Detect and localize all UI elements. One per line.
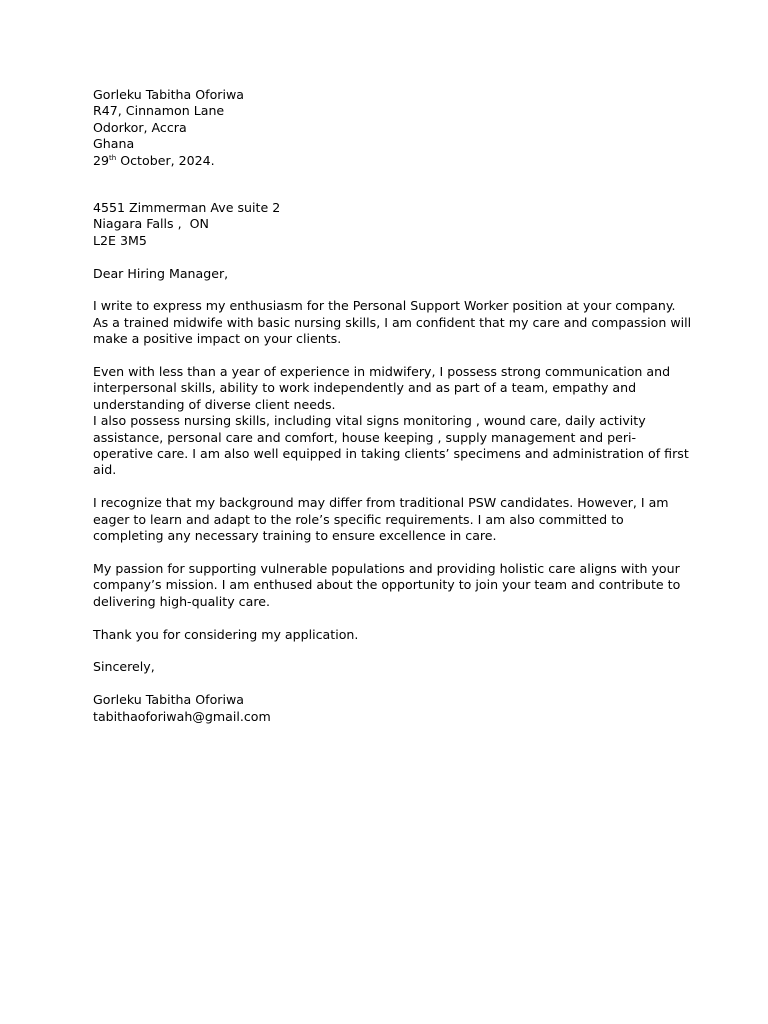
signature-block bbox=[93, 692, 693, 725]
recipient-address-line-2: Niagara Falls , ON bbox=[93, 216, 209, 232]
paragraph-background: I recognize that my background may differ from traditional PSW candidates. However, I am eager to learn and adapt to the role’s specific requirements. I am also committed to completing any necessary training to ensure excellence in care. bbox=[93, 495, 669, 544]
recipient-address-line-1: 4551 Zimmerman Ave suite 2 bbox=[93, 200, 281, 216]
date-day: 29 bbox=[93, 152, 110, 168]
signature-name: Gorleku Tabitha Oforiwa bbox=[93, 692, 244, 708]
recipient-address bbox=[93, 200, 693, 249]
sender-country: Ghana bbox=[93, 136, 135, 152]
paragraph-skills: I also possess nursing skills, including vital signs monitoring , wound care, daily activity assistance, personal care and comfort, house keeping , supply management and peri-operative care. I am also well equipped in taking clients’ specimens and administration of first aid. bbox=[93, 413, 689, 478]
salutation: Dear Hiring Manager, bbox=[93, 265, 229, 281]
paragraph-passion: My passion for supporting vulnerable populations and providing holistic care aligns with your company’s mission. I am enthused about the opportunity to join your team and contribute to delivering high-quality care. bbox=[93, 560, 681, 609]
paragraph-thanks: Thank you for considering my application. bbox=[93, 626, 359, 642]
sender-address-line-1: R47, Cinnamon Lane bbox=[93, 103, 225, 119]
date-month-year: October, 2024. bbox=[116, 152, 215, 168]
signature-email: tabithaoforiwah@gmail.com bbox=[93, 708, 271, 724]
closing: Sincerely, bbox=[93, 659, 155, 675]
date-suffix: th bbox=[109, 153, 117, 162]
sender-name: Gorleku Tabitha Oforiwa bbox=[93, 87, 244, 102]
letter-page bbox=[93, 87, 693, 725]
paragraph-experience: Even with less than a year of experience in midwifery, I possess strong communication and interpersonal skills, ability to work independently and as part of a team, empathy and understanding of diverse client needs. bbox=[93, 364, 671, 412]
letter-date bbox=[93, 153, 693, 169]
sender-address bbox=[93, 87, 693, 169]
sender-address-line-2: Odorkor, Accra bbox=[93, 119, 187, 135]
recipient-postal-code: L2E 3M5 bbox=[93, 232, 147, 248]
paragraph-intro: I write to express my enthusiasm for the Personal Support Worker position at your company. As a trained midwife with basic nursing skills, I am confident that my care and compassion will make a positive impact on your clients. bbox=[93, 298, 692, 347]
